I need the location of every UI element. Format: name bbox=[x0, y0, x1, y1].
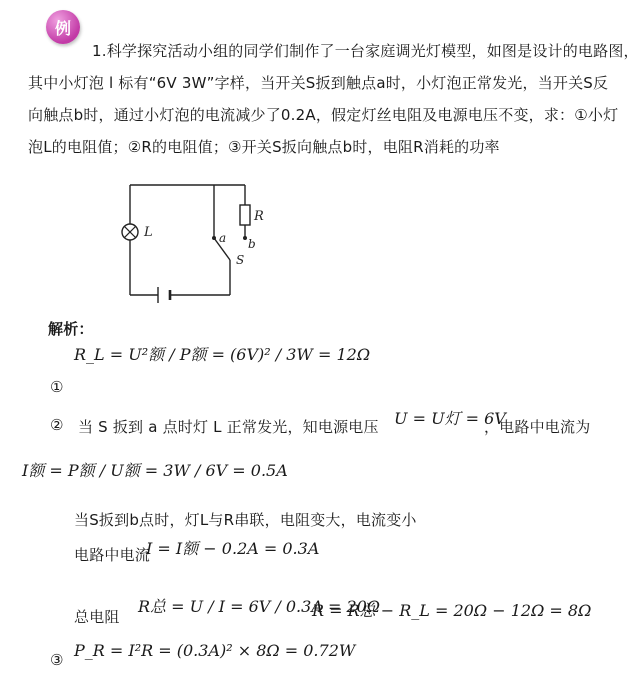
problem-line-4: 泡L的电阻值；②R的电阻值；③开关S扳向触点b时，电阻R消耗的功率 bbox=[28, 138, 500, 156]
step2-r-equation: R = R总 − R_L = 20Ω − 12Ω = 8Ω bbox=[312, 601, 592, 620]
circuit-diagram bbox=[100, 180, 300, 310]
problem-line-2: 其中小灯泡 l 标有“6V 3W”字样，当开关S扳到触点a时，小灯泡正常发光，当开关S反 bbox=[28, 74, 609, 92]
example-badge: 例 bbox=[46, 10, 80, 44]
contact-b-label: b bbox=[248, 237, 256, 251]
step1-equation: R_L = U²额 / P额 = (6V)² / 3W = 12Ω bbox=[74, 345, 371, 364]
problem-line-3: 向触点b时，通过小灯泡的电流减少了0.2A，假定灯丝电阻及电源电压不变，求：①小灯 bbox=[28, 106, 619, 124]
step2-total-resistance-equation: R总 = U / I = 6V / 0.3A = 20Ω bbox=[138, 597, 381, 616]
step2-text-a: 当 S 扳到 a 点时灯 L 正常发光，知电源电压 bbox=[78, 418, 379, 436]
problem-line-1: 1.科学探究活动小组的同学们制作了一台家庭调光灯模型，如图是设计的电路图， bbox=[92, 42, 639, 60]
step2-current-b-equation: I = I额 − 0.2A = 0.3A bbox=[146, 539, 320, 558]
step2-current-equation: I额 = P额 / U额 = 3W / 6V = 0.5A bbox=[22, 461, 288, 480]
step2-text-e: 总电阻 bbox=[74, 608, 120, 626]
marker-3: ③ bbox=[50, 651, 64, 669]
contact-a-point bbox=[212, 236, 216, 240]
contact-a-label: a bbox=[219, 231, 227, 245]
switch-label: S bbox=[236, 253, 245, 267]
marker-2: ② bbox=[50, 416, 64, 434]
step2-text-d: 电路中电流 bbox=[74, 546, 151, 564]
step2-text-c: 当S扳到b点时，灯L与R串联，电阻变大，电流变小 bbox=[74, 511, 417, 529]
solution-heading: 解析： bbox=[48, 320, 94, 338]
lamp-label: L bbox=[144, 225, 153, 240]
resistor-label: R bbox=[254, 209, 264, 224]
step2-voltage-equation: U = U灯 = 6V bbox=[394, 409, 506, 428]
marker-1: ① bbox=[50, 378, 64, 396]
step2-text-b: ，电路中电流为 bbox=[484, 418, 591, 436]
step3-equation: P_R = I²R = (0.3A)² × 8Ω = 0.72W bbox=[74, 641, 356, 660]
contact-b-point bbox=[243, 236, 247, 240]
resistor-symbol bbox=[240, 205, 250, 225]
